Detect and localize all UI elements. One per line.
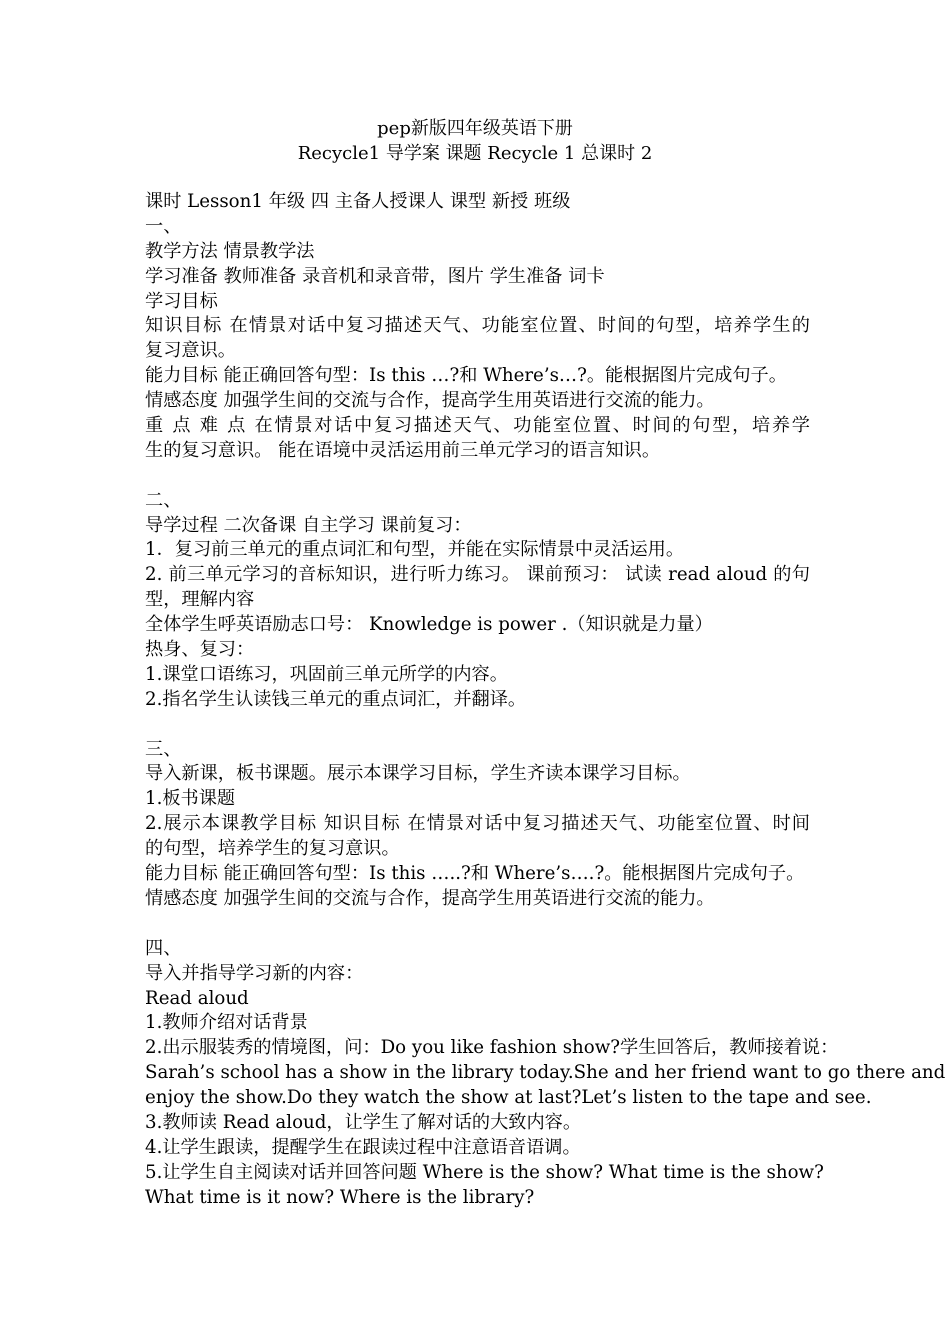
attitude-goal-line: 情感态度 加强学生间的交流与合作，提高学生用英语进行交流的能力。 [145, 390, 715, 412]
key-points-line-2: 生的复习意识。 能在语境中灵活运用前三单元学习的语言知识。 [145, 439, 661, 461]
step-item-5-line-2: What time is it now? Where is the library? [145, 1186, 535, 1208]
new-content-intro: 导入并指导学习新的内容： [145, 962, 364, 984]
document-title: pep新版四年级英语下册 [377, 118, 573, 139]
review-item-2-line-2: 型，理解内容 [145, 589, 255, 611]
teaching-method-line: 教学方法 情景教学法 [145, 240, 315, 262]
process-line: 导学过程 二次备课 自主学习 课前复习： [145, 514, 472, 536]
step-item-1: 1.教师介绍对话背景 [145, 1012, 308, 1034]
section-heading-two: 二、 [145, 489, 182, 511]
section-heading-three: 三、 [145, 738, 182, 760]
step-item-3: 3.教师读 Read aloud，让学生了解对话的大致内容。 [145, 1111, 582, 1133]
knowledge-goal-line-1: 知识目标 在情景对话中复习描述天气、功能室位置、时间的句型，培养学生的 [145, 315, 810, 337]
key-points-line-1: 重 点 难 点 在情景对话中复习描述天气、功能室位置、时间的句型，培养学 [145, 415, 810, 437]
step-item-2-line-1: 2.出示服装秀的情境图，问：Do you like fashion show?学生回答后，教师接着说： [145, 1037, 839, 1059]
blank-line [145, 912, 810, 937]
section-heading-four: 四、 [145, 937, 182, 959]
preparation-line: 学习准备 教师准备 录音机和录音带，图片 学生准备 词卡 [145, 265, 605, 287]
lesson-ability-goal: 能力目标 能正确回答句型：Is this …..?和 Where’s….?。能根据图片完成句子。 [145, 863, 805, 885]
step-item-2-line-3: enjoy the show.Do they watch the show at last?Let’s listen to the tape and see. [145, 1087, 872, 1109]
warmup-item-2: 2.指名学生认读钱三单元的重点词汇，并翻译。 [145, 688, 527, 710]
ability-goal-line: 能力目标 能正确回答句型：Is this …?和 Where’s…?。能根据图片完成句子。 [145, 365, 787, 387]
knowledge-goal-line-2: 复习意识。 [145, 340, 236, 362]
warmup-heading: 热身、复习： [145, 639, 255, 661]
lesson-item-2-line-1: 2.展示本课教学目标 知识目标 在情景对话中复习描述天气、功能室位置、时间 [145, 813, 810, 835]
blank-line [145, 713, 810, 738]
document-body [145, 190, 946, 1211]
review-item-1: 1．复习前三单元的重点词汇和句型，并能在实际情景中灵活运用。 [145, 539, 685, 561]
lesson-attitude-goal: 情感态度 加强学生间的交流与合作，提高学生用英语进行交流的能力。 [145, 887, 715, 909]
blank-line [145, 464, 810, 489]
lesson-item-2-line-2: 的句型，培养学生的复习意识。 [145, 838, 400, 860]
read-aloud-heading: Read aloud [145, 987, 249, 1009]
document-subtitle: Recycle1 导学案 课题 Recycle 1 总课时 2 [297, 143, 653, 164]
lesson-item-1: 1.板书课题 [145, 788, 236, 810]
section-heading-one: 一、 [145, 215, 182, 237]
slogan-line: 全体学生呼英语励志口号： Knowledge is power .（知识就是力量） [145, 614, 713, 636]
review-item-2-line-1: 2. 前三单元学习的音标知识，进行听力练习。 课前预习： 试读 read aloud 的句 [145, 564, 810, 586]
step-item-2-line-2: Sarah’s school has a show in the library today.She and her friend want to go there and [145, 1062, 946, 1084]
warmup-item-1: 1.课堂口语练习，巩固前三单元所学的内容。 [145, 663, 508, 685]
step-item-4: 4.让学生跟读，提醒学生在跟读过程中注意语音语调。 [145, 1136, 581, 1158]
goals-heading: 学习目标 [145, 290, 218, 312]
course-info-line: 课时 Lesson1 年级 四 主备人授课人 课型 新授 班级 [145, 191, 571, 212]
step-item-5-line-1: 5.让学生自主阅读对话并回答问题 Where is the show? What time is the show? [145, 1161, 824, 1183]
new-lesson-intro: 导入新课，板书课题。展示本课学习目标，学生齐读本课学习目标。 [145, 763, 691, 785]
